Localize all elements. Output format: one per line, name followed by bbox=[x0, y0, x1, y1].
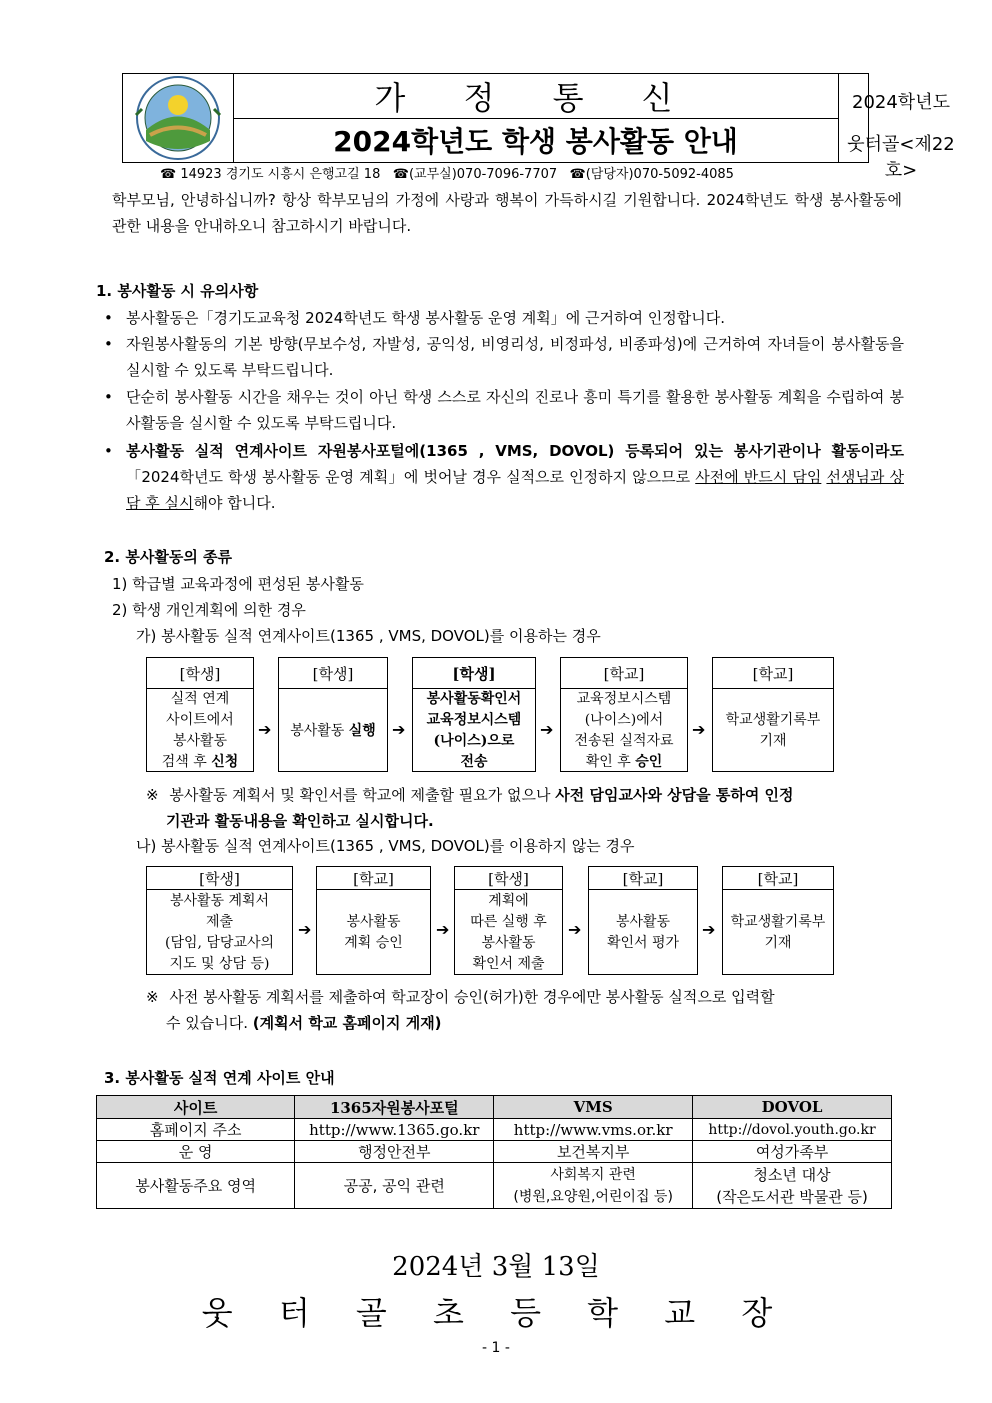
school-emblem-icon bbox=[128, 75, 228, 161]
section1-bullet: • 단순히 봉사활동 시간을 채우는 것이 아닌 학생 스스로 자신의 진로나 흥미 특기를 활용한 봉사활동 계획을 수립하여 봉사활동을 실시할 수 있도록 부탁드립니다. bbox=[104, 388, 904, 432]
flow-arrow-icon: ➔ bbox=[392, 720, 406, 739]
link-dovol[interactable]: http://dovol.youth.go.kr bbox=[693, 1119, 892, 1141]
flow-arrow-icon: ➔ bbox=[702, 920, 716, 939]
home-icon: ☎ bbox=[160, 167, 177, 182]
table-row: 봉사활동주요 영역 공공, 공익 관련 사회복지 관련 (병원,요양원,어린이집 등) 청소년 대상 (작은도서관 박물관 등) bbox=[97, 1163, 892, 1209]
flow-arrow-icon: ➔ bbox=[540, 720, 554, 739]
flow-a-step1: [학생] 실적 연계 사이트에서 봉사활동 검색 후 신청 bbox=[146, 657, 254, 772]
flow-a-step3: [학생] 봉사활동확인서 교육정보시스템 (나이스)으로 전송 bbox=[412, 657, 536, 772]
col-header: VMS bbox=[494, 1096, 693, 1119]
table-row: 운 영 행정안전부 보건복지부 여성가족부 bbox=[97, 1141, 892, 1163]
section1-heading: 1. 봉사활동 시 유의사항 bbox=[96, 282, 259, 300]
office-phone: ☎(교무실)070-7096-7707 bbox=[392, 167, 558, 182]
section2-sub-a: 가) 봉사활동 실적 연계사이트(1365 , VMS, DOVOL)를 이용하는 경우 bbox=[136, 627, 601, 645]
flow-arrow-icon: ➔ bbox=[692, 720, 706, 739]
section1-bullet: • 봉사활동은「경기도교육청 2024학년도 학생 봉사활동 운영 계획」에 근거하여 인정합니다. bbox=[104, 309, 725, 327]
flow-b-step5: [학교] 학교생활기록부 기재 bbox=[722, 866, 834, 975]
flow-b-step1: [학생] 봉사활동 계획서 제출 (담임, 담당교사의 지도 및 상담 등) bbox=[146, 866, 293, 975]
staff-phone: ☎(담당자)070-5092-4085 bbox=[569, 167, 734, 182]
sites-table bbox=[96, 1095, 892, 1209]
col-header: 사이트 bbox=[97, 1096, 295, 1119]
section3-heading: 3. 봉사활동 실적 연계 사이트 안내 bbox=[104, 1069, 335, 1087]
issue-year: 2024학년도 bbox=[852, 92, 950, 113]
section2-sub-b: 나) 봉사활동 실적 연계사이트(1365 , VMS, DOVOL)를 이용하지 않는 경우 bbox=[136, 837, 635, 855]
newsletter-title: 가 정 통 신 bbox=[233, 74, 839, 119]
intro-paragraph: 학부모님, 안녕하십니까? 항상 학부모님의 가정에 사랑과 행복이 가득하시길 기원합니다. 2024학년도 학생 봉사활동에 관한 내용을 안내하오니 참고하시기 바랍니다. bbox=[112, 191, 902, 235]
contact-line bbox=[160, 163, 734, 182]
section2-heading: 2. 봉사활동의 종류 bbox=[104, 548, 233, 566]
flow-b-step2: [학교] 봉사활동 계획 승인 bbox=[316, 866, 431, 975]
flow-b-step3: [학생] 계획에 따른 실행 후 봉사활동 확인서 제출 bbox=[454, 866, 563, 975]
section1-bullet-important: • 봉사활동 실적 연계사이트 자원봉사포털에(1365 , VMS, DOVOL) 등록되어 있는 봉사기관이나 활동이라도 「2024학년도 학생 봉사활동 운영 계획」에 벗어날 경우 실적으로 인정하지 않으므로 사전에 반드시 담임 선생님과 상담 후 실시해야 합니다. bbox=[104, 442, 904, 512]
issue-info bbox=[841, 74, 961, 181]
note-a: ※ 봉사활동 계획서 및 확인서를 학교에 제출할 필요가 없으나 사전 담임교사와 상담을 통하여 인정 기관과 활동내용을 확인하고 실시합니다. bbox=[146, 786, 794, 830]
flow-arrow-icon: ➔ bbox=[568, 920, 582, 939]
flow-a-step4: [학교] 교육정보시스템 (나이스)에서 전송된 실적자료 확인 후 승인 bbox=[560, 657, 688, 772]
flow-arrow-icon: ➔ bbox=[436, 920, 450, 939]
school-logo-cell bbox=[123, 74, 234, 162]
issue-date: 2024년 3월 13일 bbox=[392, 1252, 600, 1282]
flow-a-step5: [학교] 학교생활기록부 기재 bbox=[712, 657, 834, 772]
flow-a-step2: [학생] 봉사활동 실행 bbox=[278, 657, 388, 772]
section2-item2: 2) 학생 개인계획에 의한 경우 bbox=[112, 601, 306, 619]
link-vms[interactable]: http://www.vms.or.kr bbox=[494, 1119, 693, 1141]
section1-bullet: • 자원봉사활동의 기본 방향(무보수성, 자발성, 공익성, 비영리성, 비정파성, 비종파성)에 근거하여 자녀들이 봉사활동을 실시할 수 있도록 부탁드립니다. bbox=[104, 335, 904, 379]
table-row: 홈페이지 주소 http://www.1365.go.kr http://www.vms.or.kr http://dovol.youth.go.kr bbox=[97, 1119, 892, 1141]
section2-item1: 1) 학급별 교육과정에 편성된 봉사활동 bbox=[112, 575, 364, 593]
flow-arrow-icon: ➔ bbox=[258, 720, 272, 739]
link-1365[interactable]: http://www.1365.go.kr bbox=[295, 1119, 494, 1141]
page-number: - 1 - bbox=[482, 1340, 510, 1356]
col-header: 1365자원봉사포털 bbox=[295, 1096, 494, 1119]
address: 14923 경기도 시흥시 은행고길 18 bbox=[180, 167, 381, 182]
col-header: DOVOL bbox=[693, 1096, 892, 1119]
flow-b-step4: [학교] 봉사활동 확인서 평가 bbox=[588, 866, 698, 975]
issue-number: 웃터골<제22호> bbox=[847, 134, 955, 181]
flow-arrow-icon: ➔ bbox=[298, 920, 312, 939]
note-b: ※ 사전 봉사활동 계획서를 제출하여 학교장이 승인(허가)한 경우에만 봉사활동 실적으로 입력할 수 있습니다. (계획서 학교 홈페이지 게재) bbox=[146, 988, 775, 1032]
school-principal: 웃 터 골 초 등 학 교 장 bbox=[201, 1294, 791, 1332]
newsletter-subtitle: 2024학년도 학생 봉사활동 안내 bbox=[233, 118, 839, 162]
